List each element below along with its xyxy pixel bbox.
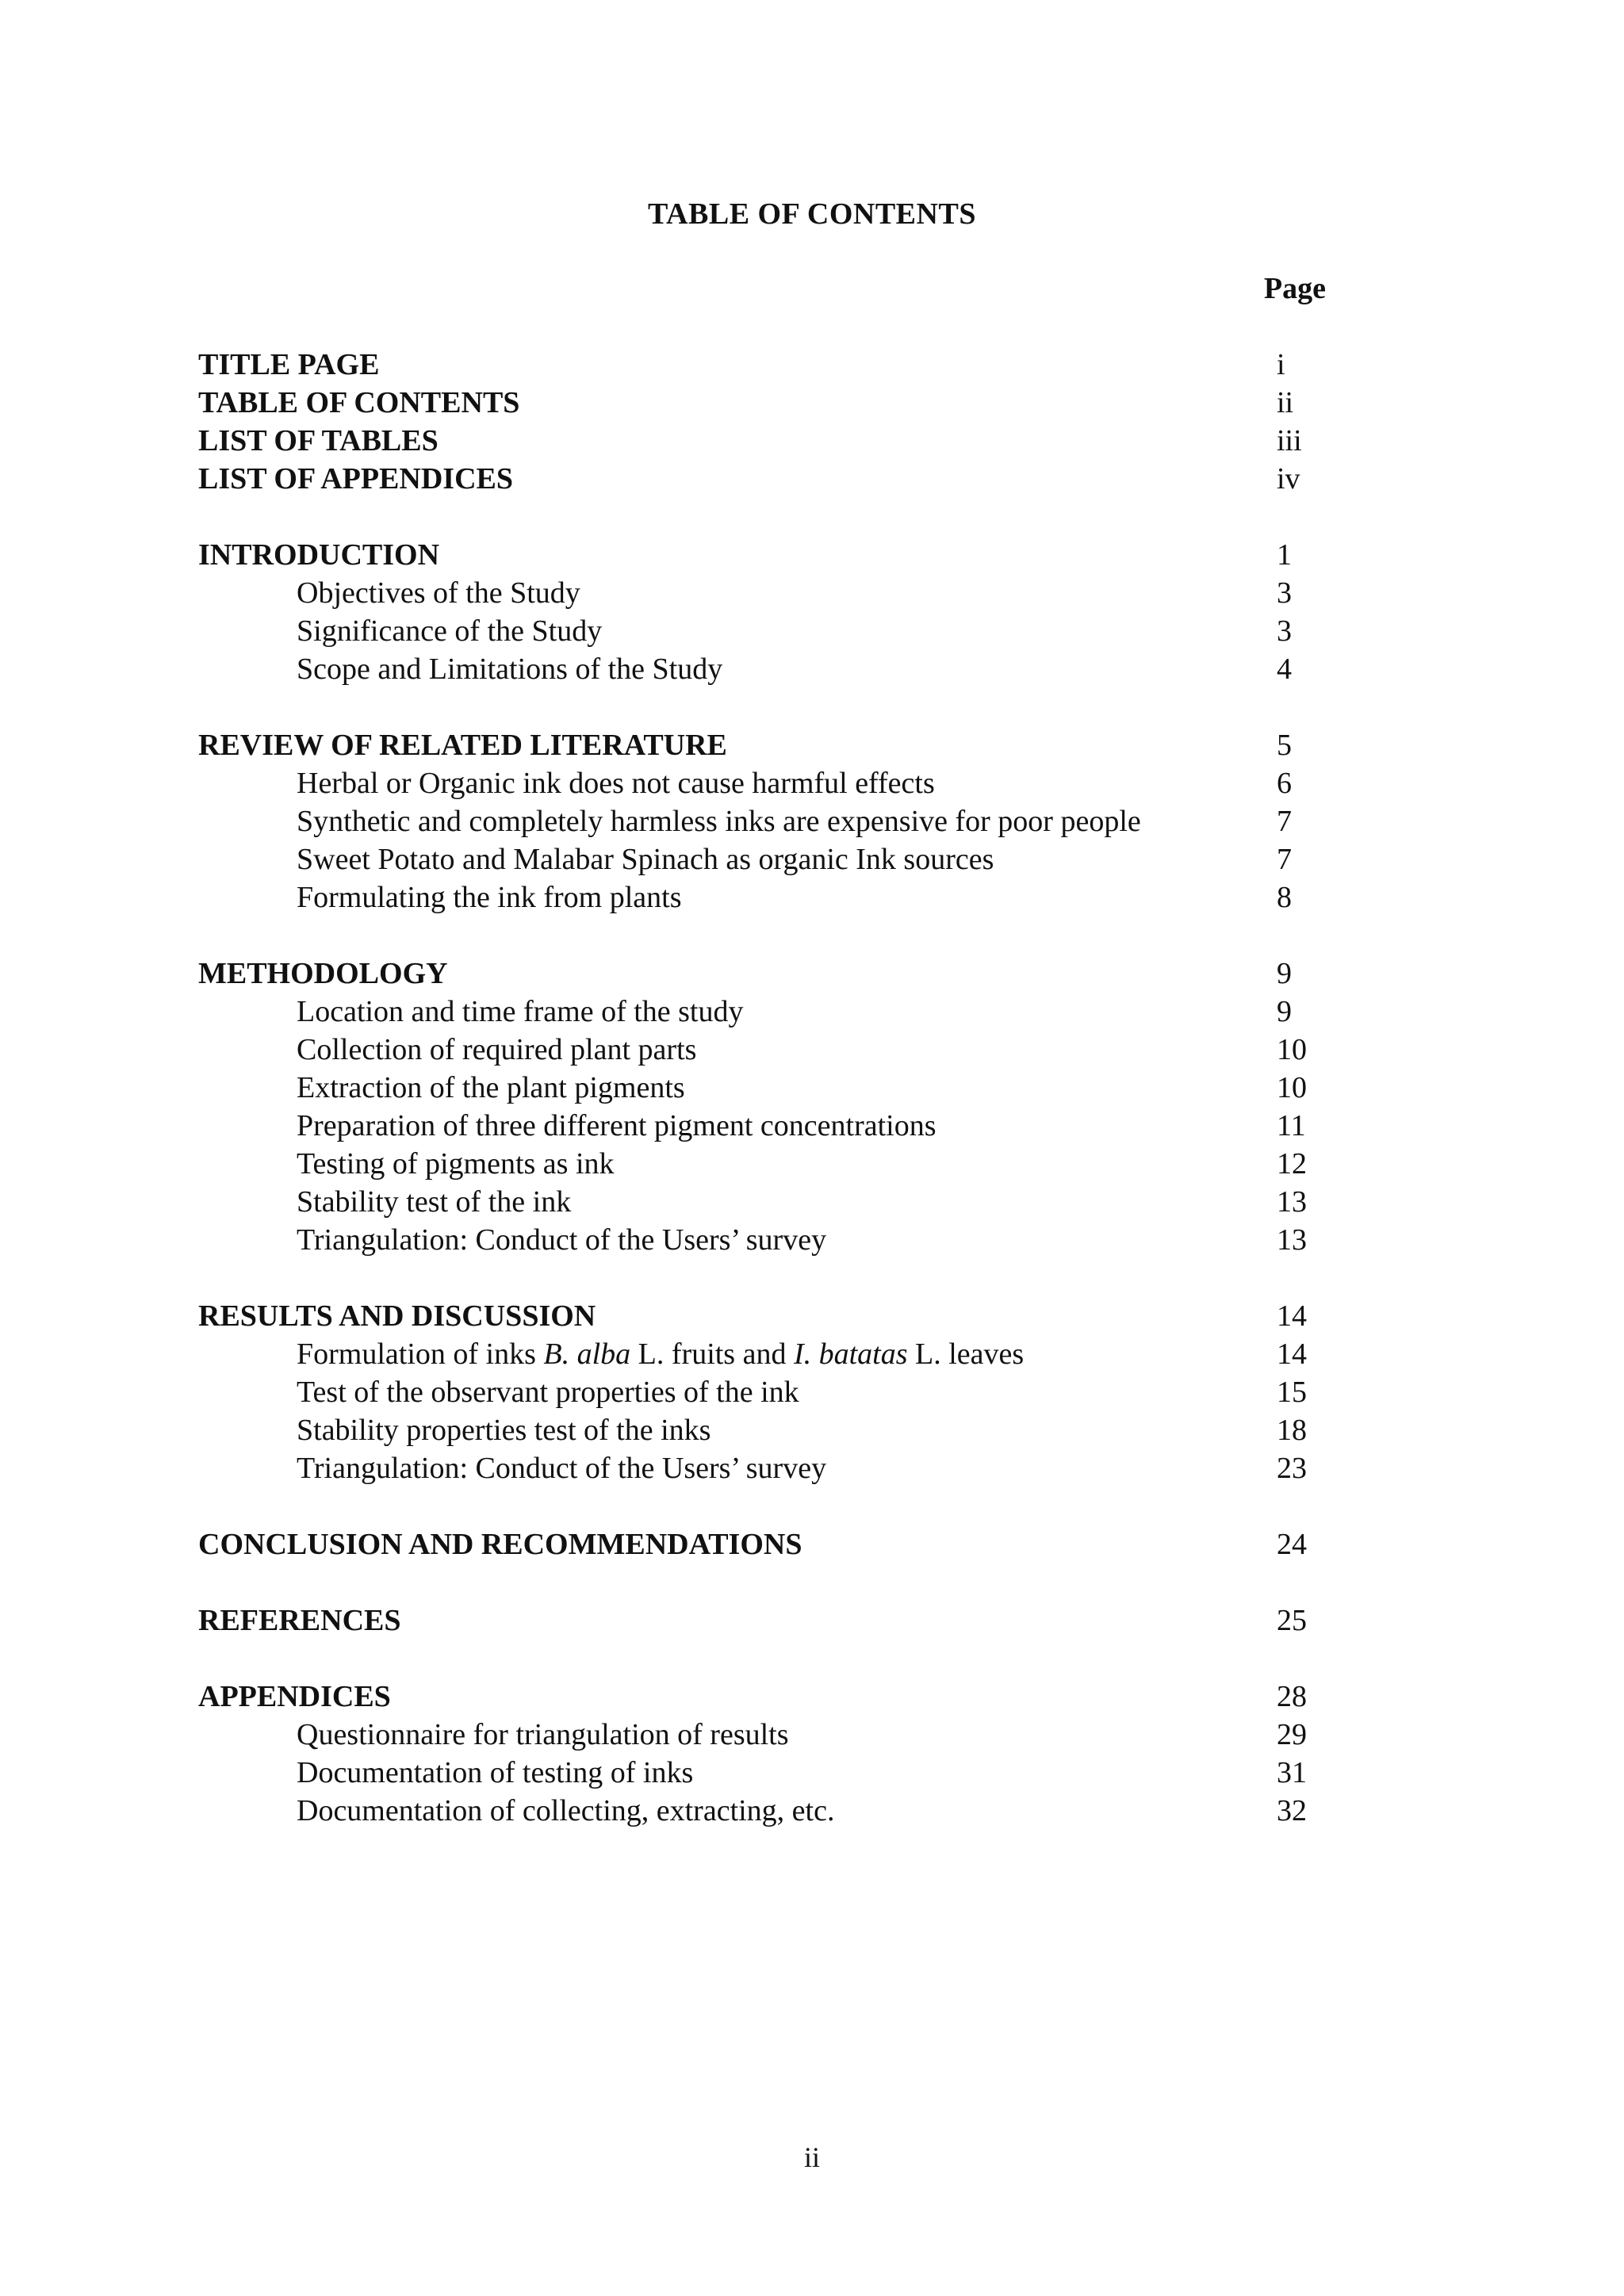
toc-page-number: i — [1277, 348, 1285, 381]
toc-page-number: 9 — [1277, 995, 1292, 1028]
toc-subentry[interactable] — [198, 1107, 1324, 1145]
toc-page-number: 11 — [1277, 1109, 1306, 1142]
toc-page-number: 14 — [1277, 1299, 1307, 1333]
toc-page-number: 24 — [1277, 1528, 1307, 1561]
toc-section-references — [198, 1601, 1324, 1640]
toc-subentry[interactable] — [198, 1792, 1324, 1830]
toc-subentry[interactable] — [198, 612, 1324, 650]
toc-page-number: iii — [1277, 424, 1302, 457]
toc-subentry[interactable] — [198, 802, 1324, 840]
toc-label-prefix: Formulation of inks — [297, 1337, 544, 1371]
toc-label: CONCLUSION AND RECOMMENDATIONS — [198, 1528, 802, 1561]
toc-label: Test of the observant properties of the ink — [297, 1376, 799, 1409]
toc-subentry[interactable] — [198, 574, 1324, 612]
toc-page-number: 14 — [1277, 1337, 1307, 1371]
toc-subentry[interactable] — [198, 650, 1324, 688]
toc-page-number: 9 — [1277, 957, 1292, 990]
toc-entry-list-of-tables[interactable] — [198, 422, 1324, 460]
toc-label: Extraction of the plant pigments — [297, 1071, 685, 1104]
toc-label: Herbal or Organic ink does not cause harmful effects — [297, 767, 935, 800]
toc-label: Scope and Limitations of the Study — [297, 652, 723, 686]
toc-subentry[interactable] — [198, 1449, 1324, 1487]
toc-label — [198, 1335, 1024, 1373]
toc-entry-conclusion-and-recommendations[interactable] — [198, 1525, 1324, 1563]
toc-subentry[interactable] — [198, 878, 1324, 916]
toc-label: Collection of required plant parts — [297, 1033, 697, 1066]
toc-label: TITLE PAGE — [198, 348, 380, 381]
toc-label: Testing of pigments as ink — [297, 1147, 615, 1181]
toc-page-number: 3 — [1277, 576, 1292, 610]
toc-subentry[interactable] — [198, 764, 1324, 802]
toc-page-number: 18 — [1277, 1414, 1307, 1447]
species-name: I. batatas — [793, 1337, 908, 1371]
toc-page-number: 10 — [1277, 1071, 1307, 1104]
species-name: B. alba — [543, 1337, 631, 1371]
toc-section-appendices — [198, 1678, 1324, 1830]
footer-page-number: ii — [803, 2141, 820, 2173]
toc-label: TABLE OF CONTENTS — [198, 386, 520, 419]
toc-subentry[interactable] — [198, 1221, 1324, 1259]
toc-page-number: 4 — [1277, 652, 1292, 686]
toc-page-number: 23 — [1277, 1452, 1307, 1485]
toc-label: Formulating the ink from plants — [297, 881, 682, 914]
toc-label: Documentation of testing of inks — [297, 1756, 694, 1789]
toc-label-suffix: L. leaves — [907, 1337, 1025, 1371]
toc-label: LIST OF APPENDICES — [198, 462, 513, 496]
toc-label: INTRODUCTION — [198, 538, 440, 572]
toc-label: METHODOLOGY — [198, 957, 448, 990]
toc-entry-appendices[interactable] — [198, 1678, 1324, 1716]
toc-page-number: 3 — [1277, 614, 1292, 648]
toc-label: RESULTS AND DISCUSSION — [198, 1299, 596, 1333]
toc-page-number: 10 — [1277, 1033, 1307, 1066]
toc-entry-table-of-contents[interactable] — [198, 384, 1324, 422]
toc-page-number: 32 — [1277, 1794, 1307, 1827]
toc-entry-list-of-appendices[interactable] — [198, 460, 1324, 498]
toc-page-number: 6 — [1277, 767, 1292, 800]
toc-label: REFERENCES — [198, 1604, 401, 1637]
toc-entry-review-of-related-literature[interactable] — [198, 726, 1324, 764]
toc-subentry[interactable] — [198, 1716, 1324, 1754]
toc-subentry[interactable] — [198, 1031, 1324, 1069]
toc-label-middle: L. fruits and — [630, 1337, 794, 1371]
toc-subentry[interactable] — [198, 1754, 1324, 1792]
toc-section-introduction — [198, 536, 1324, 688]
toc-front-matter — [198, 346, 1324, 498]
toc-section-conclusion — [198, 1525, 1324, 1563]
table-of-contents — [198, 346, 1324, 1868]
toc-subentry[interactable] — [198, 840, 1324, 878]
toc-entry-methodology[interactable] — [198, 955, 1324, 993]
toc-subentry[interactable] — [198, 1069, 1324, 1107]
toc-label: Synthetic and completely harmless inks are expensive for poor people — [297, 805, 1141, 838]
toc-entry-results-and-discussion[interactable] — [198, 1297, 1324, 1335]
toc-page-number: 8 — [1277, 881, 1292, 914]
toc-label: Preparation of three different pigment concentrations — [297, 1109, 936, 1142]
toc-label: Sweet Potato and Malabar Spinach as organic Ink sources — [297, 843, 994, 876]
toc-label: Significance of the Study — [297, 614, 603, 648]
toc-label: Triangulation: Conduct of the Users’ survey — [297, 1452, 827, 1485]
toc-entry-title-page[interactable] — [198, 346, 1324, 384]
toc-subentry[interactable] — [198, 1145, 1324, 1183]
toc-subentry[interactable] — [198, 993, 1324, 1031]
toc-entry-introduction[interactable] — [198, 536, 1324, 574]
toc-label: Triangulation: Conduct of the Users’ survey — [297, 1223, 827, 1257]
toc-label: Stability properties test of the inks — [297, 1414, 711, 1447]
toc-page-number: 13 — [1277, 1223, 1307, 1257]
toc-section-methodology — [198, 955, 1324, 1259]
toc-entry-references[interactable] — [198, 1601, 1324, 1640]
toc-section-review — [198, 726, 1324, 916]
toc-section-results — [198, 1297, 1324, 1487]
toc-label: REVIEW OF RELATED LITERATURE — [198, 729, 727, 762]
toc-subentry[interactable] — [198, 1335, 1324, 1373]
toc-subentry[interactable] — [198, 1183, 1324, 1221]
toc-page-number: 29 — [1277, 1718, 1307, 1751]
toc-page-number: 5 — [1277, 729, 1292, 762]
toc-page-number: 12 — [1277, 1147, 1307, 1181]
toc-label: Location and time frame of the study — [297, 995, 744, 1028]
toc-label: Objectives of the Study — [297, 576, 580, 610]
toc-subentry[interactable] — [198, 1411, 1324, 1449]
toc-page-number: iv — [1277, 462, 1300, 496]
toc-label: Documentation of collecting, extracting, etc. — [297, 1794, 835, 1827]
toc-page-number: 25 — [1277, 1604, 1307, 1637]
toc-page-number: 13 — [1277, 1185, 1307, 1219]
toc-page-number: 7 — [1277, 843, 1292, 876]
toc-label: LIST OF TABLES — [198, 424, 439, 457]
toc-label: Stability test of the ink — [297, 1185, 572, 1219]
toc-page-number: 7 — [1277, 805, 1292, 838]
toc-page-number: 28 — [1277, 1680, 1307, 1713]
page-column-header: Page — [1263, 272, 1326, 305]
toc-page-number: ii — [1277, 386, 1294, 419]
toc-page-number: 31 — [1277, 1756, 1307, 1789]
toc-page-number: 1 — [1277, 538, 1292, 572]
toc-page-number: 15 — [1277, 1376, 1307, 1409]
page-title: TABLE OF CONTENTS — [648, 197, 976, 231]
toc-label: APPENDICES — [198, 1680, 391, 1713]
toc-label: Questionnaire for triangulation of results — [297, 1718, 789, 1751]
toc-subentry[interactable] — [198, 1373, 1324, 1411]
